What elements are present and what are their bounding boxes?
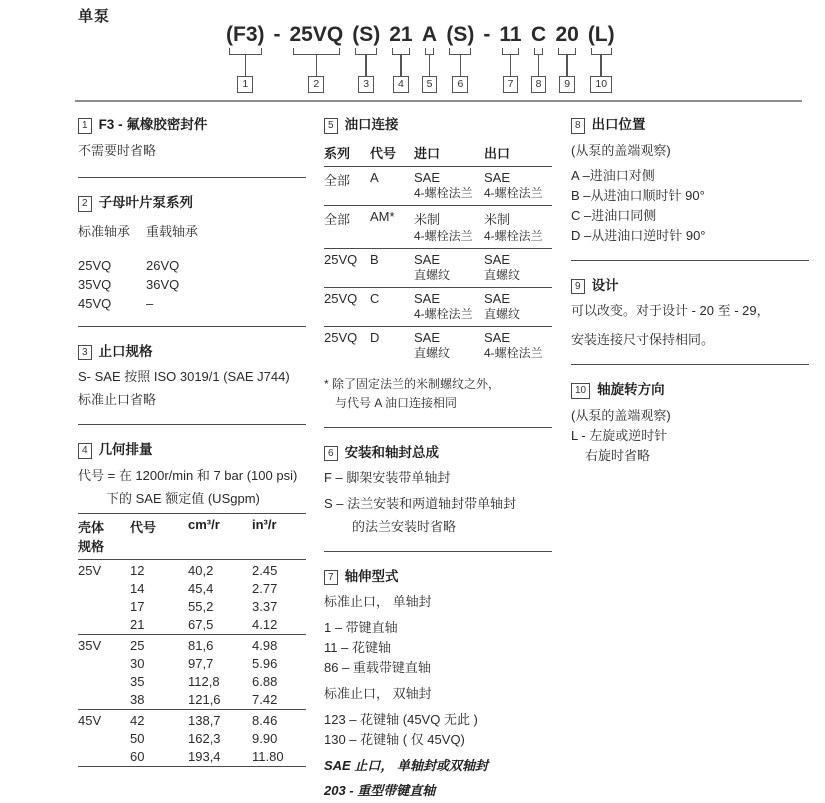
header-line: in³/r xyxy=(252,517,277,533)
port-footnote xyxy=(324,377,552,412)
text-line: 的法兰安装时省略 xyxy=(352,518,457,534)
value-cell: 97,7 xyxy=(188,656,214,672)
section-number-box: 1 xyxy=(78,118,92,134)
section-divider xyxy=(324,551,552,552)
code-segment-6 xyxy=(446,23,474,93)
text-line: 下的 SAE 额定值 (USgpm) xyxy=(106,490,260,506)
pairs-row xyxy=(78,258,306,273)
section-shaft-type xyxy=(324,565,552,801)
outlet-cell xyxy=(484,326,552,365)
content-columns xyxy=(78,113,809,803)
code-segment-10 xyxy=(588,23,615,93)
value-cell: 45,4 xyxy=(188,581,214,597)
section-title-text: 设计 xyxy=(591,277,619,293)
section-title xyxy=(571,274,809,295)
table-header-row xyxy=(324,143,552,167)
connector-line xyxy=(429,55,431,76)
pairs-cell: 35VQ xyxy=(78,276,112,292)
series-cell: 25VQ xyxy=(324,287,370,326)
table-header-cell: 代号 xyxy=(370,143,414,167)
pairs-cell: – xyxy=(146,295,154,311)
table-row xyxy=(78,710,306,731)
size-cell xyxy=(78,598,130,616)
inlet-type: SAE xyxy=(414,251,441,267)
series-cell: 25VQ xyxy=(324,248,370,287)
section-title-text: 轴伸型式 xyxy=(344,568,399,584)
value-cell: 42 xyxy=(130,710,188,731)
value-cell: 3.37 xyxy=(252,599,278,615)
outlet-type: SAE xyxy=(484,169,511,185)
value-cell: 17 xyxy=(130,599,145,615)
value-cell: 2.77 xyxy=(252,581,278,597)
text-line: 标准止口， 双轴封 xyxy=(324,685,432,701)
connector-line xyxy=(538,55,540,76)
text-line: A –进油口对侧 xyxy=(571,168,655,184)
value-cell: 21 xyxy=(130,617,145,633)
size-cell xyxy=(78,616,130,635)
inlet-cell xyxy=(414,205,484,248)
outlet-cell xyxy=(484,205,552,248)
text-line: 130 – 花键轴 ( 仅 45VQ) xyxy=(324,731,465,747)
code-segment-text: C xyxy=(530,23,547,46)
header-divider xyxy=(75,100,802,102)
text-line: S – 法兰安装和两道轴封带单轴封 xyxy=(324,496,517,512)
header-line: 规格 xyxy=(78,539,105,555)
code-cell: D xyxy=(370,329,380,345)
code-segment-text: 25VQ xyxy=(289,23,344,46)
section-number-box: 3 xyxy=(78,345,92,361)
table-row xyxy=(78,673,306,691)
inlet-cell xyxy=(414,248,484,287)
code-segment-text: (F3) xyxy=(226,23,265,46)
value-cell: 40,2 xyxy=(188,560,252,581)
outlet-type: SAE xyxy=(484,290,511,306)
code-ref-box-4: 4 xyxy=(393,76,409,93)
value-cell: 50 xyxy=(130,731,145,747)
port-data-table xyxy=(324,143,552,365)
outlet-cell xyxy=(484,248,552,287)
text-line: S- SAE 按照 ISO 3019/1 (SAE J744) xyxy=(78,369,290,385)
section-title xyxy=(78,340,306,361)
value-cell: 2.45 xyxy=(252,560,306,581)
inlet-detail: 4-螺栓法兰 xyxy=(414,306,473,321)
text-line: L - 左旋或逆时针 xyxy=(571,427,668,443)
text-line: 86 – 重载带键直轴 xyxy=(324,660,431,676)
bracket-connector xyxy=(355,48,377,55)
table-row xyxy=(78,560,306,581)
section-title xyxy=(571,378,809,399)
bracket-connector xyxy=(293,48,341,55)
table-row xyxy=(324,166,552,205)
code-cell: C xyxy=(370,287,414,326)
value-cell: 9.90 xyxy=(252,731,278,747)
size-cell: 45V xyxy=(78,710,130,731)
text-line: D –从进油口逆时针 90° xyxy=(571,228,706,244)
port-table xyxy=(324,143,552,365)
section-body xyxy=(78,369,306,409)
pairs-header-row xyxy=(78,221,306,240)
value-cell: 81,6 xyxy=(188,635,252,656)
inlet-detail: 直螺纹 xyxy=(414,345,451,360)
pairs-row xyxy=(78,296,306,311)
bearing-pairs-table xyxy=(78,221,306,311)
section-title xyxy=(78,113,306,134)
size-cell: 35V xyxy=(78,635,130,656)
code-segment-text: 11 xyxy=(499,23,522,46)
connector-line xyxy=(510,55,512,76)
table-row xyxy=(78,616,306,635)
value-cell: 12 xyxy=(130,560,188,581)
inlet-detail: 4-螺栓法兰 xyxy=(414,228,473,243)
outlet-cell xyxy=(484,166,552,205)
code-segment-4 xyxy=(389,23,412,93)
code-segment-text: (S) xyxy=(446,23,475,46)
section-title-text: 轴旋转方向 xyxy=(597,382,665,398)
value-cell: 162,3 xyxy=(188,731,221,747)
section-mounting-seal xyxy=(324,441,552,536)
table-header-cell xyxy=(78,514,130,560)
section-divider xyxy=(324,427,552,428)
connector-line xyxy=(365,55,367,76)
value-cell: 8.46 xyxy=(252,710,306,731)
pairs-cell: 36VQ xyxy=(146,276,180,292)
text-line: (从泵的盖端观察) xyxy=(571,407,671,423)
size-cell xyxy=(78,730,130,748)
text-line: 203 - 重型带键直轴 xyxy=(324,783,436,799)
code-segment-7 xyxy=(499,23,521,93)
section-number-box: 2 xyxy=(78,196,92,212)
code-ref-box-9: 9 xyxy=(559,76,575,93)
bracket-connector xyxy=(591,48,612,55)
section-divider xyxy=(571,364,809,365)
value-cell: 4.12 xyxy=(252,617,278,633)
text-line: C –进油口同侧 xyxy=(571,208,657,224)
code-cell: AM* xyxy=(370,205,414,248)
inlet-detail: 直螺纹 xyxy=(414,267,451,282)
section-body xyxy=(78,468,306,508)
section-number-box: 4 xyxy=(78,443,92,459)
right-column xyxy=(571,113,809,803)
table-row xyxy=(78,748,306,767)
section-divider xyxy=(78,177,306,178)
table-row xyxy=(324,205,552,248)
table-row xyxy=(324,287,552,326)
size-cell: 25V xyxy=(78,560,130,581)
inlet-type: SAE xyxy=(414,329,441,345)
code-ref-box-5: 5 xyxy=(422,76,438,93)
value-cell: 60 xyxy=(130,749,145,765)
section-title-text: 出口位置 xyxy=(591,117,646,132)
section-rotation xyxy=(571,378,809,464)
code-separator xyxy=(483,23,490,47)
section-body xyxy=(324,594,552,800)
section-pilot-spec xyxy=(78,340,306,409)
section-number-box: 9 xyxy=(571,279,585,295)
size-cell xyxy=(78,655,130,673)
size-cell xyxy=(78,748,130,767)
bracket-connector xyxy=(229,48,262,55)
text-line: 123 – 花键轴 (45VQ 无此 ) xyxy=(324,711,478,727)
pairs-header-cell: 重载轴承 xyxy=(146,223,199,239)
section-title-text: 止口规格 xyxy=(98,343,153,359)
code-segment-text: - xyxy=(273,23,281,46)
connector-line xyxy=(600,55,602,76)
value-cell: 138,7 xyxy=(188,710,252,731)
section-title xyxy=(78,438,306,459)
section-divider xyxy=(78,326,306,327)
bracket-connector xyxy=(392,48,409,55)
outlet-type: SAE xyxy=(484,251,511,267)
code-ref-box-7: 7 xyxy=(503,76,519,93)
section-title xyxy=(324,565,552,586)
table-header-row xyxy=(78,514,306,560)
outlet-detail: 直螺纹 xyxy=(484,306,521,321)
inlet-cell xyxy=(414,326,484,365)
section-displacement xyxy=(78,438,306,767)
inlet-type: SAE xyxy=(414,169,441,185)
left-column xyxy=(78,113,306,803)
value-cell: 14 xyxy=(130,581,145,597)
section-number-box: 7 xyxy=(324,570,338,586)
text-line: 可以改变。对于设计 - 20 至 - 29， xyxy=(571,303,770,319)
section-pump-series xyxy=(78,191,306,311)
table-header-cell: 出口 xyxy=(484,143,552,167)
section-outlet-position xyxy=(571,113,809,245)
pairs-cell: 45VQ xyxy=(78,295,112,311)
size-cell xyxy=(78,580,130,598)
outlet-detail: 4-螺栓法兰 xyxy=(484,185,543,200)
table-row xyxy=(78,580,306,598)
code-ref-box-2: 2 xyxy=(308,76,324,93)
table-row xyxy=(324,248,552,287)
header-line: 代号 xyxy=(130,520,157,536)
table-row xyxy=(78,635,306,656)
series-cell: 全部 xyxy=(324,205,370,248)
section-title-text: 安装和轴封总成 xyxy=(344,444,440,460)
code-segment-text: A xyxy=(421,23,438,46)
inlet-cell xyxy=(414,166,484,205)
inlet-type: SAE xyxy=(414,290,441,306)
header-line: 壳体 xyxy=(78,520,105,536)
text-line: 11 – 花键轴 xyxy=(324,640,391,656)
section-body xyxy=(324,470,552,536)
middle-column xyxy=(324,113,552,803)
section-number-box: 5 xyxy=(324,118,338,134)
section-title-text: 子母叶片泵系列 xyxy=(98,195,194,211)
connector-line xyxy=(460,55,462,76)
inlet-detail: 4-螺栓法兰 xyxy=(414,185,473,200)
value-cell: 25 xyxy=(130,635,188,656)
text-line: 不需要时省略 xyxy=(78,142,157,158)
outlet-type: 米制 xyxy=(484,211,511,227)
table-header-cell xyxy=(130,514,188,560)
text-line: * 除了固定法兰的米制螺纹之外， xyxy=(324,376,501,391)
series-cell: 25VQ xyxy=(324,329,358,345)
table-row xyxy=(78,691,306,710)
table-header-cell xyxy=(252,514,306,560)
displacement-data-table xyxy=(78,513,306,767)
pairs-row xyxy=(78,277,306,292)
value-cell: 55,2 xyxy=(188,599,214,615)
section-design xyxy=(571,274,809,349)
code-ref-box-6: 6 xyxy=(452,76,468,93)
text-line: 右旋时省略 xyxy=(585,447,651,463)
value-cell: 30 xyxy=(130,656,145,672)
inlet-cell xyxy=(414,287,484,326)
code-segment-2 xyxy=(290,23,344,93)
value-cell: 193,4 xyxy=(188,749,221,765)
section-divider xyxy=(571,260,809,261)
code-cell: B xyxy=(370,248,414,287)
section-f3-seals xyxy=(78,113,306,159)
text-line: F – 脚架安装带单轴封 xyxy=(324,470,451,486)
pairs-cell: 25VQ xyxy=(78,257,112,273)
outlet-type: SAE xyxy=(484,329,511,345)
text-line: 代号 = 在 1200r/min 和 7 bar (100 psi) xyxy=(78,467,298,483)
outlet-detail: 直螺纹 xyxy=(484,267,521,282)
table-row xyxy=(324,326,552,365)
section-title xyxy=(571,113,809,134)
text-line: 安装连接尺寸保持相同。 xyxy=(571,332,715,348)
table-header-cell xyxy=(188,514,252,560)
outlet-detail: 4-螺栓法兰 xyxy=(484,228,543,243)
value-cell: 67,5 xyxy=(188,617,214,633)
code-segment-text: 21 xyxy=(389,23,413,46)
value-cell: 35 xyxy=(130,674,145,690)
text-line: SAE 止口， 单轴封或双轴封 xyxy=(324,757,488,773)
inlet-type: 米制 xyxy=(414,211,441,227)
text-line: 标准止口省略 xyxy=(78,392,157,408)
pairs-header-cell: 标准轴承 xyxy=(78,223,131,239)
text-line: 1 – 带键直轴 xyxy=(324,620,398,636)
size-cell xyxy=(78,691,130,710)
section-body xyxy=(78,143,306,160)
value-cell: 38 xyxy=(130,692,145,708)
section-title xyxy=(78,191,306,212)
code-segment-text: (L) xyxy=(587,23,615,46)
table-header-cell: 系列 xyxy=(324,143,370,167)
section-divider xyxy=(78,424,306,425)
displacement-table xyxy=(78,513,306,767)
connector-line xyxy=(316,55,318,76)
section-port-connections xyxy=(324,113,552,412)
code-ref-box-1: 1 xyxy=(237,76,253,93)
table-row xyxy=(78,730,306,748)
code-segment-text: (S) xyxy=(352,23,381,46)
bracket-connector xyxy=(502,48,518,55)
section-title-text: F3 - 氟橡胶密封件 xyxy=(98,117,208,132)
pairs-cell: 26VQ xyxy=(146,257,180,273)
bracket-connector xyxy=(449,48,471,55)
code-ref-box-8: 8 xyxy=(531,76,547,93)
code-ref-box-3: 3 xyxy=(358,76,374,93)
section-title xyxy=(324,113,552,134)
bracket-connector xyxy=(425,48,435,55)
outlet-cell xyxy=(484,287,552,326)
section-body xyxy=(571,408,809,465)
connector-line xyxy=(400,55,402,76)
text-line: 与代号 A 油口连接相同 xyxy=(335,396,458,411)
value-cell: 4.98 xyxy=(252,635,306,656)
connector-line xyxy=(245,55,247,76)
value-cell: 11.80 xyxy=(252,749,284,765)
value-cell: 121,6 xyxy=(188,692,221,708)
connector-line xyxy=(566,55,568,76)
size-cell xyxy=(78,673,130,691)
text-line: B –从进油口顺时针 90° xyxy=(571,188,705,204)
code-segment-text: 20 xyxy=(555,23,579,46)
bracket-connector xyxy=(558,48,575,55)
code-segment-5 xyxy=(422,23,438,93)
value-cell: 6.88 xyxy=(252,674,278,690)
page-title: 单泵 xyxy=(78,8,111,25)
table-header-cell: 进口 xyxy=(414,143,484,167)
text-line: (从泵的盖端观察) xyxy=(571,142,671,158)
value-cell: 5.96 xyxy=(252,656,278,672)
code-separator xyxy=(274,23,281,47)
section-title-text: 油口连接 xyxy=(344,117,399,132)
value-cell: 7.42 xyxy=(252,692,278,708)
code-segment-text: - xyxy=(483,23,491,46)
outlet-detail: 4-螺栓法兰 xyxy=(484,345,543,360)
code-ref-box-10: 10 xyxy=(590,76,612,93)
text-line: 标准止口， 单轴封 xyxy=(324,594,432,610)
model-code-diagram xyxy=(226,23,615,93)
section-number-box: 8 xyxy=(571,118,585,134)
code-segment-1 xyxy=(226,23,265,93)
code-cell: A xyxy=(370,166,414,205)
code-segment-9 xyxy=(555,23,578,93)
table-row xyxy=(78,655,306,673)
section-number-box: 6 xyxy=(324,446,338,462)
section-number-box: 10 xyxy=(571,383,590,399)
value-cell: 112,8 xyxy=(188,674,220,690)
section-title xyxy=(324,441,552,462)
code-segment-3 xyxy=(352,23,380,93)
code-segment-8 xyxy=(531,23,547,93)
section-title-text: 几何排量 xyxy=(98,442,153,458)
header-line: cm³/r xyxy=(188,517,220,533)
series-cell: 全部 xyxy=(324,166,370,205)
section-body xyxy=(571,303,809,349)
section-body xyxy=(571,143,809,245)
bracket-connector xyxy=(534,48,544,55)
table-row xyxy=(78,598,306,616)
